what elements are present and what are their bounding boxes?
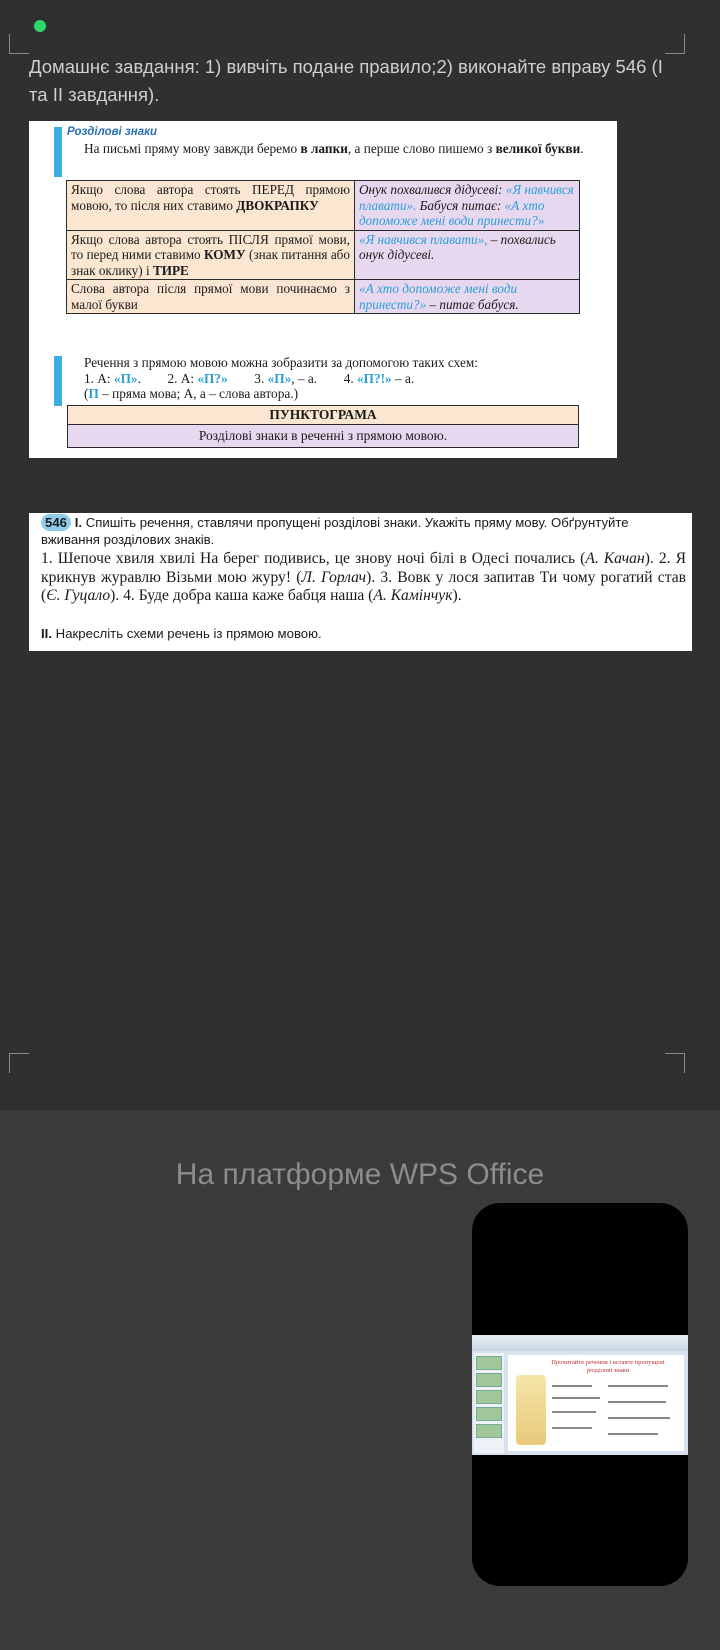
punktogram-title: ПУНКТОГРАМА <box>67 405 579 425</box>
example-cell: Онук похвалився дідусеві: «Я навчився плавати». Бабуся питає: «А хто допоможе мені води принести?» <box>355 181 580 231</box>
table-row <box>67 280 580 314</box>
table-row <box>67 181 580 231</box>
crop-corner-bottom-right-icon <box>665 1053 685 1073</box>
crop-corner-top-left-icon <box>9 34 29 54</box>
rule-intro: На письмі пряму мову завжди беремо в лапки, а перше слово пишемо з великої букви. <box>84 141 584 156</box>
presentation-preview <box>472 1335 688 1455</box>
crop-corner-bottom-left-icon <box>9 1053 29 1073</box>
section-marker <box>54 356 62 406</box>
example-cell: «А хто допоможе мені води принести?» – питає бабуся. <box>355 280 580 314</box>
section-marker <box>54 127 62 177</box>
rule-card-image <box>29 121 617 458</box>
exercise-task-2: ІІ. Накресліть схеми речень із прямою мовою. <box>41 626 322 641</box>
rule-cell: Якщо слова автора стоять ПЕРЕД прямою мовою, то після них ставимо ДВОКРАПКУ <box>67 181 355 231</box>
exercise-task-1: 546 І. Спишіть речення, ставлячи пропущені розділові знаки. Укажіть пряму мову. Обґрунтуйте вживання розділових знаків. <box>41 515 629 547</box>
exercise-image <box>29 513 692 651</box>
crop-corner-top-right-icon <box>665 34 685 54</box>
rule-cell: Якщо слова автора стоять ПІСЛЯ прямої мови, то перед ними ставимо КОМУ (знак питання або знак оклику) і ТИРЕ <box>67 230 355 280</box>
preview-slide <box>508 1355 684 1451</box>
table-row <box>67 230 580 280</box>
online-status-dot <box>34 20 46 32</box>
rules-table <box>66 180 580 314</box>
video-preview-window[interactable] <box>472 1203 688 1586</box>
schemes-block: Речення з прямою мовою можна зобразити за допомогою таких схем: 1. А: «П». 2. А: «П?» 3. «П», – а. 4. «П?!» – а. (П – пряма мова; А, а – слова автора.) <box>84 355 478 401</box>
example-cell: «Я навчився плавати», – похвались онук дідусеві. <box>355 230 580 280</box>
exercise-number-badge: 546 <box>41 514 71 531</box>
preview-slide-title: Прочитайте речення і вставте пропущені розділові знаки <box>551 1359 665 1374</box>
slide-illustration <box>516 1375 546 1445</box>
slide-thumbnails <box>474 1353 504 1453</box>
exercise-sentences: 1. Шепоче хвиля хвилі На берег подивись, це знову ночі білі в Одесі почались (А. Качан). 2. Я крикнув журавлю Візьми мою журу! (Л. Горлач). 3. Вовк у лося запитав Ти чому рогатий став (Є. Гуцало). 4. Буде добра каша каже бабця наша (А. Камінчук). <box>41 550 686 604</box>
homework-title: Домашнє завдання: 1) вивчіть подане правило;2) виконайте вправу 546 (І та ІІ завдання). <box>29 56 663 105</box>
section-title: Розділові знаки <box>67 126 157 138</box>
rule-cell: Слова автора після прямої мови починаємо з малої букви <box>67 280 355 314</box>
app-ribbon <box>472 1335 688 1351</box>
wps-watermark: На платформе WPS Office <box>175 1158 545 1191</box>
punktogram-text: Розділові знаки в реченні з прямою мовою. <box>67 425 579 448</box>
